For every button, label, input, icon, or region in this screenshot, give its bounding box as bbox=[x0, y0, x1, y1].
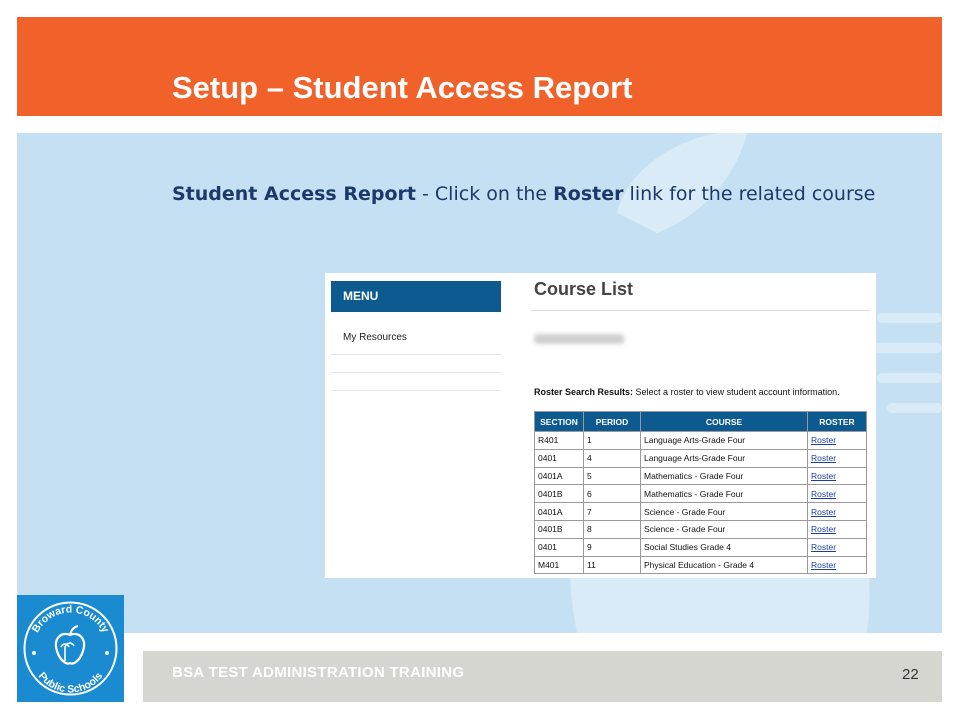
cell-section: M401 bbox=[535, 556, 584, 574]
cell-course: Language Arts-Grade Four bbox=[641, 432, 808, 450]
cell-period: 1 bbox=[584, 432, 641, 450]
roster-search-label-bold: Roster Search Results: bbox=[534, 387, 634, 397]
roster-link[interactable]: Roster bbox=[811, 470, 837, 481]
cell-roster bbox=[808, 449, 867, 467]
cell-course: Social Studies Grade 4 bbox=[641, 538, 808, 556]
cell-section: 0401B bbox=[535, 520, 584, 538]
footer-title: BSA TEST ADMINISTRATION TRAINING bbox=[172, 664, 465, 681]
cell-section: 0401A bbox=[535, 503, 584, 521]
instruction-roster-word: Roster bbox=[553, 183, 624, 205]
cell-course: Mathematics - Grade Four bbox=[641, 485, 808, 503]
cell-period: 8 bbox=[584, 520, 641, 538]
cell-course: Science - Grade Four bbox=[641, 503, 808, 521]
cell-period: 4 bbox=[584, 449, 641, 467]
roster-link[interactable]: Roster bbox=[811, 542, 837, 553]
roster-search-label bbox=[534, 387, 840, 397]
blurred-teacher-name bbox=[534, 334, 624, 344]
cell-section: 0401B bbox=[535, 485, 584, 503]
course-list-screenshot bbox=[325, 273, 876, 578]
roster-link[interactable]: Roster bbox=[811, 506, 837, 517]
slide-title: Setup – Student Access Report bbox=[172, 70, 633, 105]
cell-course: Physical Education - Grade 4 bbox=[641, 556, 808, 574]
menu-item-empty bbox=[331, 373, 501, 391]
instruction-part2: link for the related course bbox=[623, 183, 876, 205]
cell-roster bbox=[808, 467, 867, 485]
table-row bbox=[535, 449, 867, 467]
roster-link[interactable]: Roster bbox=[811, 453, 837, 464]
cell-roster bbox=[808, 432, 867, 450]
cell-period: 5 bbox=[584, 467, 641, 485]
broward-county-logo bbox=[17, 595, 124, 702]
table-row bbox=[535, 485, 867, 503]
col-course-header: COURSE bbox=[641, 412, 808, 432]
table-row bbox=[535, 467, 867, 485]
title-divider bbox=[531, 310, 871, 311]
table-row bbox=[535, 556, 867, 574]
logo-arc-top: Broward County bbox=[29, 603, 112, 635]
table-row bbox=[535, 520, 867, 538]
roster-search-label-rest: Select a roster to view student account information. bbox=[633, 387, 840, 397]
roster-link[interactable]: Roster bbox=[811, 559, 837, 570]
cell-course: Mathematics - Grade Four bbox=[641, 467, 808, 485]
cell-roster bbox=[808, 485, 867, 503]
school-seal-icon bbox=[17, 595, 124, 702]
cell-roster bbox=[808, 503, 867, 521]
cell-section: 0401A bbox=[535, 467, 584, 485]
cell-course: Language Arts-Grade Four bbox=[641, 449, 808, 467]
table-row bbox=[535, 503, 867, 521]
cell-section: R401 bbox=[535, 432, 584, 450]
instruction-lead: Student Access Report bbox=[172, 183, 416, 205]
logo-arc-bottom: Public Schools bbox=[35, 670, 106, 696]
cell-roster bbox=[808, 520, 867, 538]
menu-item-empty bbox=[331, 355, 501, 373]
menu-item-my-resources[interactable]: My Resources bbox=[331, 323, 501, 355]
cell-period: 7 bbox=[584, 503, 641, 521]
col-period-header: PERIOD bbox=[584, 412, 641, 432]
cell-period: 6 bbox=[584, 485, 641, 503]
menu-header: MENU bbox=[331, 281, 501, 312]
instruction-text bbox=[172, 170, 892, 218]
col-section-header: SECTION bbox=[535, 412, 584, 432]
instruction-part1: - Click on the bbox=[415, 183, 554, 205]
cell-roster bbox=[808, 556, 867, 574]
cell-period: 11 bbox=[584, 556, 641, 574]
page-number: 22 bbox=[902, 666, 919, 683]
roster-link[interactable]: Roster bbox=[811, 488, 837, 499]
cell-roster bbox=[808, 538, 867, 556]
cell-course: Science - Grade Four bbox=[641, 520, 808, 538]
cell-section: 0401 bbox=[535, 538, 584, 556]
roster-table bbox=[534, 411, 867, 574]
cell-period: 9 bbox=[584, 538, 641, 556]
roster-link[interactable]: Roster bbox=[811, 524, 837, 535]
table-row bbox=[535, 538, 867, 556]
table-header-row bbox=[535, 412, 867, 432]
table-row bbox=[535, 432, 867, 450]
roster-link[interactable]: Roster bbox=[811, 435, 837, 446]
cell-section: 0401 bbox=[535, 449, 584, 467]
course-list-title: Course List bbox=[534, 279, 634, 299]
col-roster-header: ROSTER bbox=[808, 412, 867, 432]
